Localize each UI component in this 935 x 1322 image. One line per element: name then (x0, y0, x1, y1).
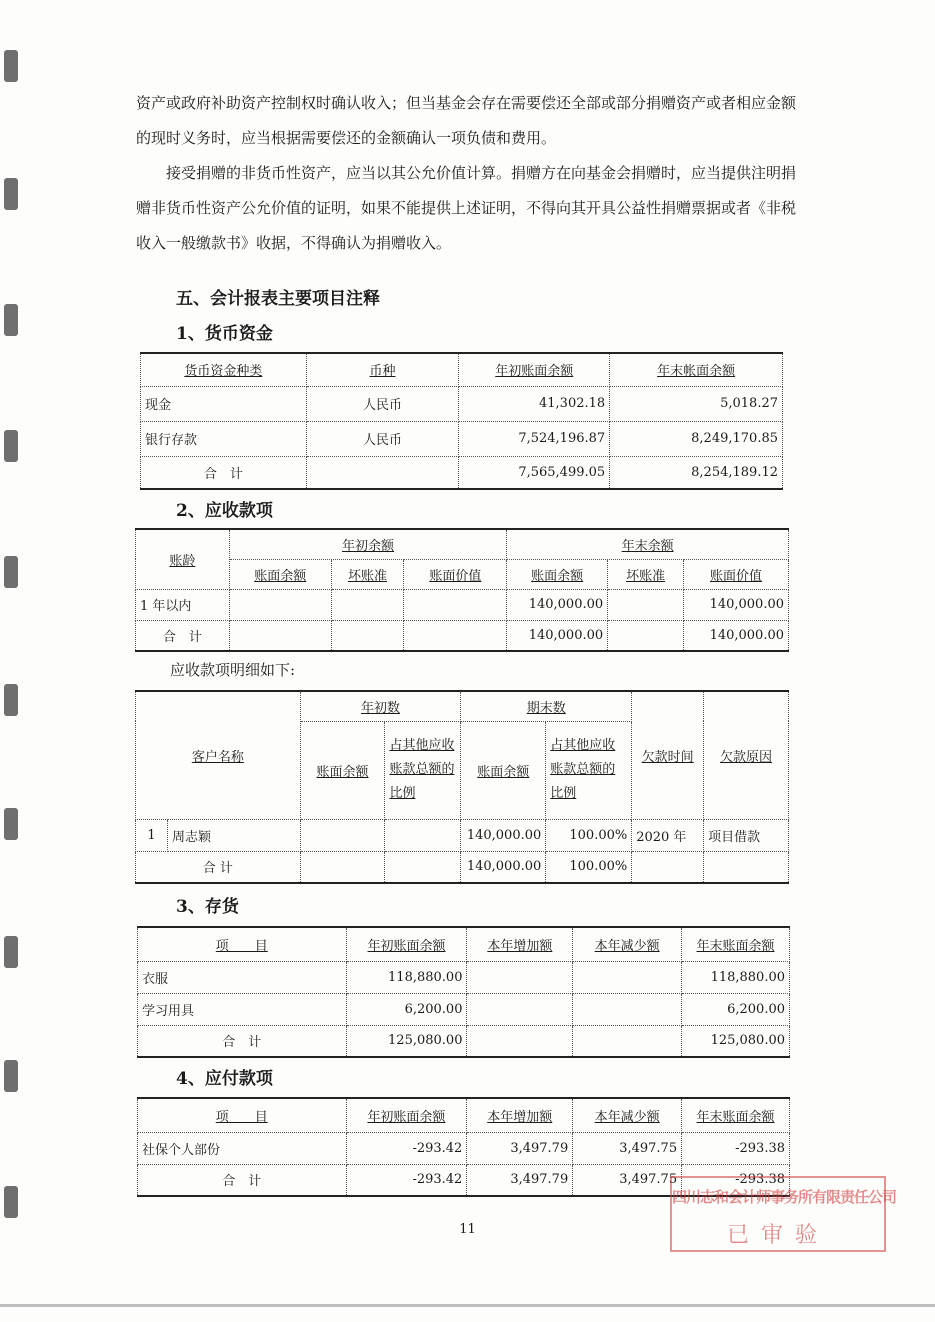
inventory-cell: 125,080.00 (682, 1025, 790, 1057)
cash-header: 货币资金种类 (141, 353, 307, 386)
payables-header: 本年增加额 (467, 1098, 573, 1132)
cash-title: 1、货币资金 (176, 324, 273, 344)
receivables-subheader: 账面价值 (684, 559, 789, 589)
cash-table (140, 352, 783, 490)
payables-cell: 3,497.79 (467, 1164, 573, 1196)
cash-cell: 现金 (141, 386, 307, 421)
inventory-table (137, 926, 790, 1058)
payables-cell: 3,497.75 (573, 1164, 682, 1196)
detail-cell: 100.00% (546, 851, 632, 883)
cash-header: 年末帐面余额 (610, 353, 783, 386)
intro-paragraph-1: 资产或政府补助资产控制权时确认收入；但当基金会存在需要偿还全部或部分捐赠资产或者相应金额的现时义务时，应当根据需要偿还的金额确认一项负债和费用。 (136, 94, 797, 147)
detail-subheader: 账面余额 (461, 721, 546, 819)
detail-cell (704, 851, 789, 883)
detail-reason-header: 欠款原因 (704, 691, 789, 819)
inventory-cell (467, 1025, 573, 1057)
detail-cell: 140,000.00 (461, 851, 546, 883)
inventory-header: 本年减少额 (573, 927, 682, 961)
stamp-firm-name: 四川志和会计师事务所有限责任公司 (672, 1188, 897, 1206)
cash-cell: 人民币 (306, 386, 459, 421)
receivables-cell: 140,000.00 (507, 589, 608, 620)
detail-subheader: 占其他应收账款总额的比例 (546, 721, 632, 819)
cash-cell: 合 计 (141, 456, 307, 489)
receivables-cell: 1 年以内 (136, 589, 230, 620)
binder-hole (4, 50, 18, 82)
payables-cell: -293.42 (346, 1132, 467, 1164)
payables-header: 年末账面余额 (682, 1098, 790, 1132)
detail-cell: 140,000.00 (461, 819, 546, 851)
receivables-subheader: 账面余额 (229, 559, 331, 589)
payables-cell: 3,497.75 (573, 1132, 682, 1164)
receivables-cell (331, 589, 404, 620)
page-number: 11 (459, 1222, 476, 1237)
cash-cell: 7,565,499.05 (459, 456, 610, 489)
inventory-cell: 学习用具 (138, 993, 347, 1025)
binder-hole (4, 808, 18, 840)
binder-hole (4, 556, 18, 588)
payables-cell: 社保个人部份 (138, 1132, 347, 1164)
binder-hole (4, 1186, 18, 1218)
cash-header: 年初账面余额 (459, 353, 610, 386)
payables-cell: 3,497.79 (467, 1132, 573, 1164)
cash-cell (306, 456, 459, 489)
receivables-subheader: 账面余额 (507, 559, 608, 589)
detail-cell: 2020 年 (632, 819, 704, 851)
detail-cell: 1 (136, 819, 168, 851)
receivables-subheader: 坏账准 (608, 559, 684, 589)
detail-subheader: 占其他应收账款总额的比例 (385, 721, 461, 819)
cash-header: 币种 (306, 353, 459, 386)
receivables-begin-header: 年初余额 (229, 529, 506, 559)
inventory-cell: 125,080.00 (346, 1025, 467, 1057)
inventory-cell: 118,880.00 (682, 961, 790, 993)
inventory-title: 3、存货 (176, 897, 239, 917)
receivables-age-header: 账龄 (136, 529, 230, 589)
payables-header: 本年减少额 (573, 1098, 682, 1132)
cash-cell: 8,249,170.85 (610, 421, 783, 456)
binder-hole (4, 178, 18, 210)
cash-cell: 41,302.18 (459, 386, 610, 421)
binder-hole (4, 684, 18, 716)
detail-cell (385, 819, 461, 851)
detail-end-header: 期末数 (461, 691, 632, 721)
payables-cell: -293.38 (682, 1164, 790, 1196)
inventory-cell (573, 993, 682, 1025)
receivables-cell (229, 589, 331, 620)
detail-cell (385, 851, 461, 883)
receivables-end-header: 年末余额 (507, 529, 789, 559)
detail-begin-header: 年初数 (300, 691, 461, 721)
intro-text (136, 86, 796, 261)
receivables-subheader: 坏账准 (331, 559, 404, 589)
inventory-cell: 6,200.00 (346, 993, 467, 1025)
receivables-title: 2、应收款项 (176, 501, 273, 521)
payables-title: 4、应付款项 (176, 1069, 273, 1089)
binder-hole (4, 1060, 18, 1092)
receivables-cell: 140,000.00 (684, 589, 789, 620)
inventory-header: 年初账面余额 (346, 927, 467, 961)
receivables-cell: 合 计 (136, 620, 230, 651)
detail-cell: 周志颖 (167, 819, 300, 851)
inventory-cell: 衣服 (138, 961, 347, 993)
stamp-verified: 已审验 (726, 1223, 829, 1248)
receivables-detail-caption: 应收款项明细如下: (170, 661, 296, 679)
receivables-cell (608, 589, 684, 620)
detail-cell (300, 819, 385, 851)
inventory-cell (467, 993, 573, 1025)
section-title: 五、会计报表主要项目注释 (176, 289, 380, 309)
binder-hole (4, 304, 18, 336)
inventory-header: 年末账面余额 (682, 927, 790, 961)
inventory-header: 项 目 (138, 927, 347, 961)
detail-subheader: 账面余额 (300, 721, 385, 819)
detail-cell: 项目借款 (704, 819, 789, 851)
detail-cell (300, 851, 385, 883)
binder-hole (4, 430, 18, 462)
payables-header: 项 目 (138, 1098, 347, 1132)
detail-total-label: 合 计 (136, 851, 301, 883)
inventory-cell (573, 1025, 682, 1057)
receivables-table (135, 528, 789, 652)
payables-header: 年初账面余额 (346, 1098, 467, 1132)
receivables-cell (331, 620, 404, 651)
inventory-header: 本年增加额 (467, 927, 573, 961)
cash-cell: 人民币 (306, 421, 459, 456)
cash-cell: 7,524,196.87 (459, 421, 610, 456)
inventory-cell: 合 计 (138, 1025, 347, 1057)
receivables-cell (404, 589, 507, 620)
detail-cell (632, 851, 704, 883)
receivables-detail-table (135, 690, 789, 884)
scan-edge (0, 1304, 935, 1307)
payables-cell: -293.42 (346, 1164, 467, 1196)
detail-customer-header: 客户名称 (136, 691, 301, 819)
cash-cell: 银行存款 (141, 421, 307, 456)
inventory-cell (573, 961, 682, 993)
cash-cell: 5,018.27 (610, 386, 783, 421)
receivables-subheader: 账面价值 (404, 559, 507, 589)
inventory-cell: 118,880.00 (346, 961, 467, 993)
inventory-cell: 6,200.00 (682, 993, 790, 1025)
detail-time-header: 欠款时间 (632, 691, 704, 819)
cash-cell: 8,254,189.12 (610, 456, 783, 489)
detail-cell: 100.00% (546, 819, 632, 851)
payables-cell: 合 计 (138, 1164, 347, 1196)
payables-cell: -293.38 (682, 1132, 790, 1164)
receivables-cell (608, 620, 684, 651)
receivables-cell (229, 620, 331, 651)
receivables-cell: 140,000.00 (684, 620, 789, 651)
receivables-cell: 140,000.00 (507, 620, 608, 651)
intro-paragraph-2: 接受捐赠的非货币性资产，应当以其公允价值计算。捐赠方在向基金会捐赠时，应当提供注明捐赠非货币性资产公允价值的证明，如果不能提供上述证明，不得向其开具公益性捐赠票据或者《非税收入一般缴款书》收据，不得确认为捐赠收入。 (136, 164, 797, 252)
audit-stamp (670, 1176, 897, 1252)
binder-hole (4, 936, 18, 968)
receivables-cell (404, 620, 507, 651)
inventory-cell (467, 961, 573, 993)
